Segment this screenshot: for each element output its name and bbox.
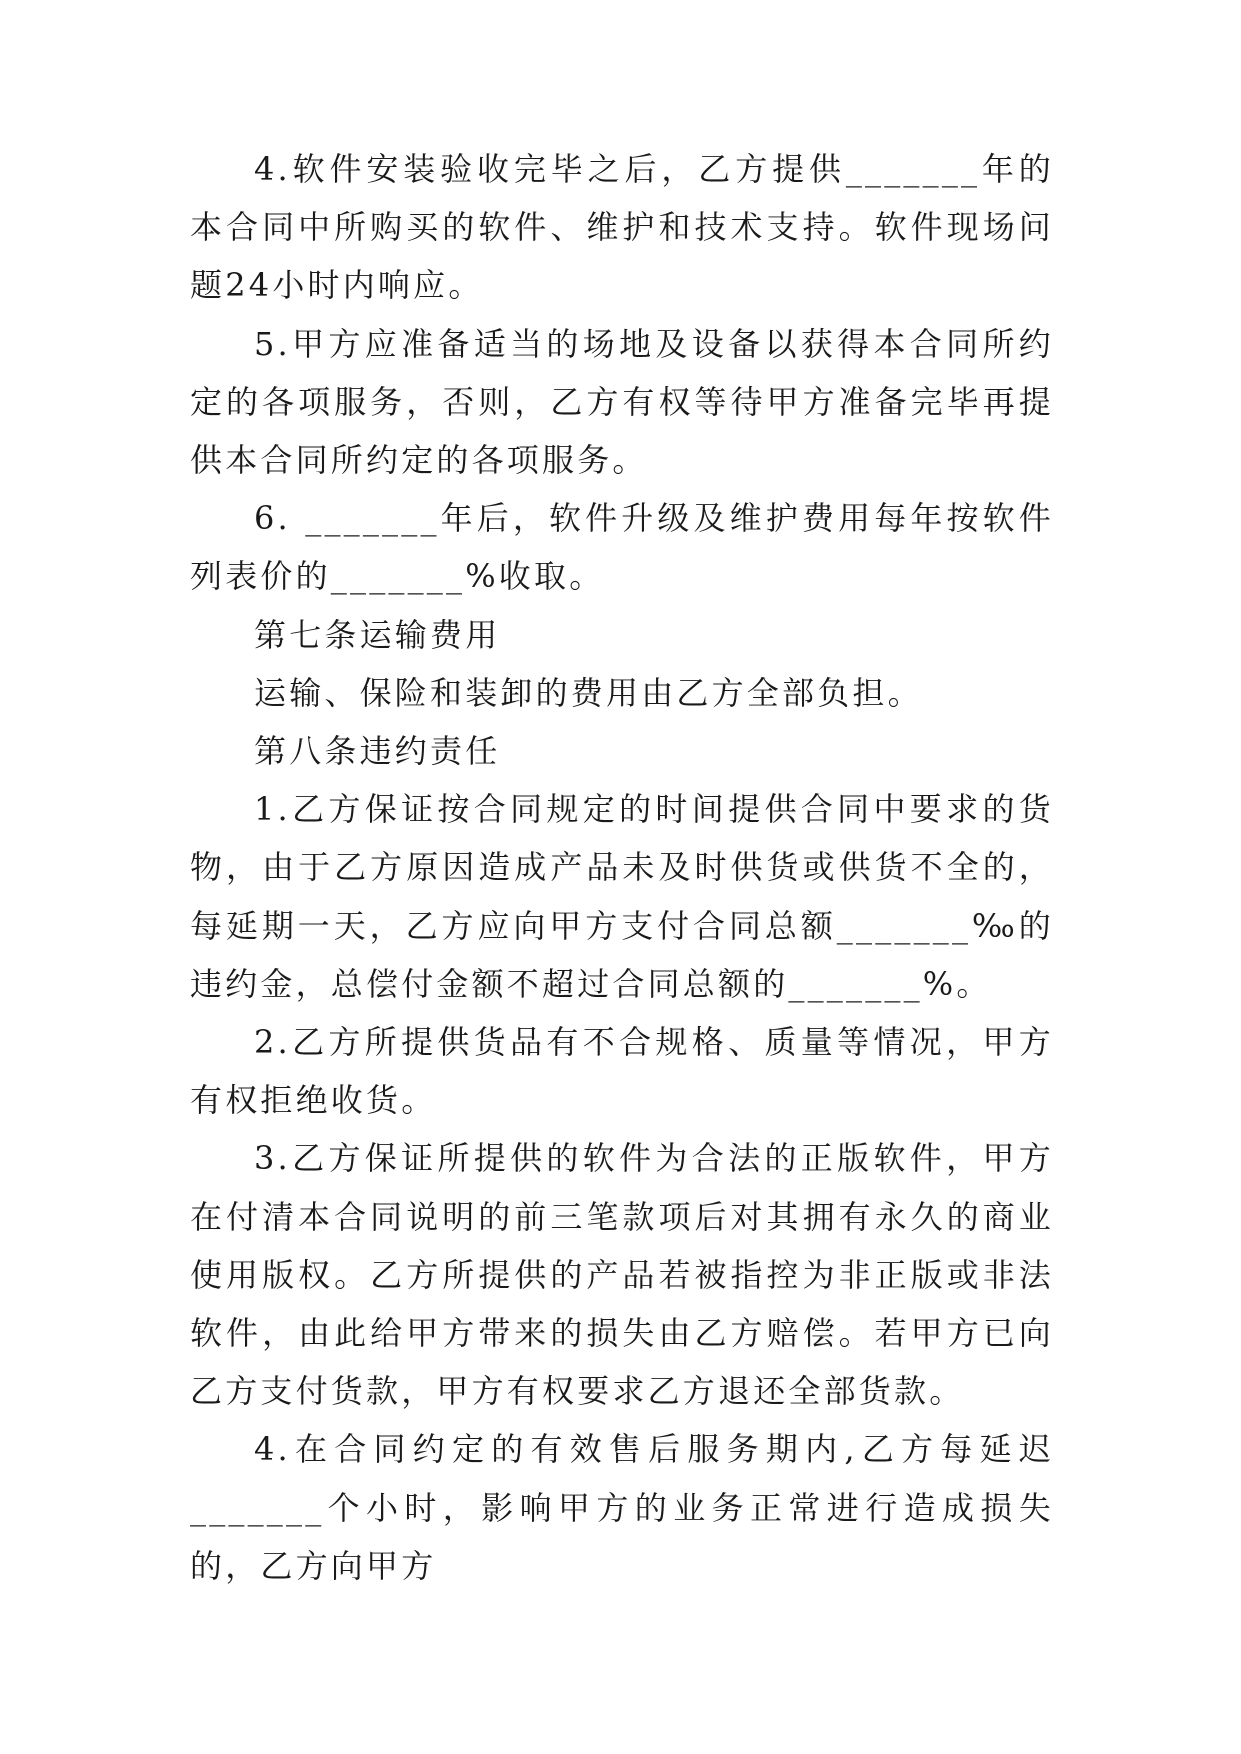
liability-clause-3: 3.乙方保证所提供的软件为合法的正版软件，甲方在付清本合同说明的前三笔款项后对其拥有永久的商业使用版权。乙方所提供的产品若被指控为非正版或非法软件，由此给甲方带来的损失由乙方赔偿。若甲方已向乙方支付货款，甲方有权要求乙方退还全部货款。 bbox=[190, 1139, 1054, 1411]
clause-5-site-preparation: 5.甲方应准备适当的场地及设备以获得本合同所约定的各项服务，否则，乙方有权等待甲方准备完毕再提供本合同所约定的各项服务。 bbox=[190, 324, 1054, 480]
clause-6-upgrade-fee: 6. _______年后，软件升级及维护费用每年按软件列表价的_______%收取。 bbox=[190, 499, 1054, 596]
liability-clause-1: 1.乙方保证按合同规定的时间提供合同中要求的货物，由于乙方原因造成产品未及时供货或供货不全的，每延期一天，乙方应向甲方支付合同总额_______‰的违约金，总偿付金额不超过合同总额的_______%。 bbox=[190, 790, 1054, 1003]
section-heading-liability: 第八条违约责任 bbox=[254, 732, 501, 771]
transport-clause: 运输、保险和装卸的费用由乙方全部负担。 bbox=[254, 673, 923, 712]
section-heading-transport: 第七条运输费用 bbox=[254, 615, 501, 654]
document-page bbox=[190, 140, 1054, 1595]
clause-4-after-sales: 4.软件安装验收完毕之后，乙方提供_______年的本合同中所购买的软件、维护和技术支持。软件现场问题24小时内响应。 bbox=[190, 150, 1054, 305]
liability-clause-2: 2.乙方所提供货品有不合规格、质量等情况，甲方有权拒绝收货。 bbox=[190, 1023, 1054, 1120]
liability-clause-4: 4.在合同约定的有效售后服务期内,乙方每延迟_______个小时，影响甲方的业务正常进行造成损失的，乙方向甲方 bbox=[190, 1430, 1054, 1585]
